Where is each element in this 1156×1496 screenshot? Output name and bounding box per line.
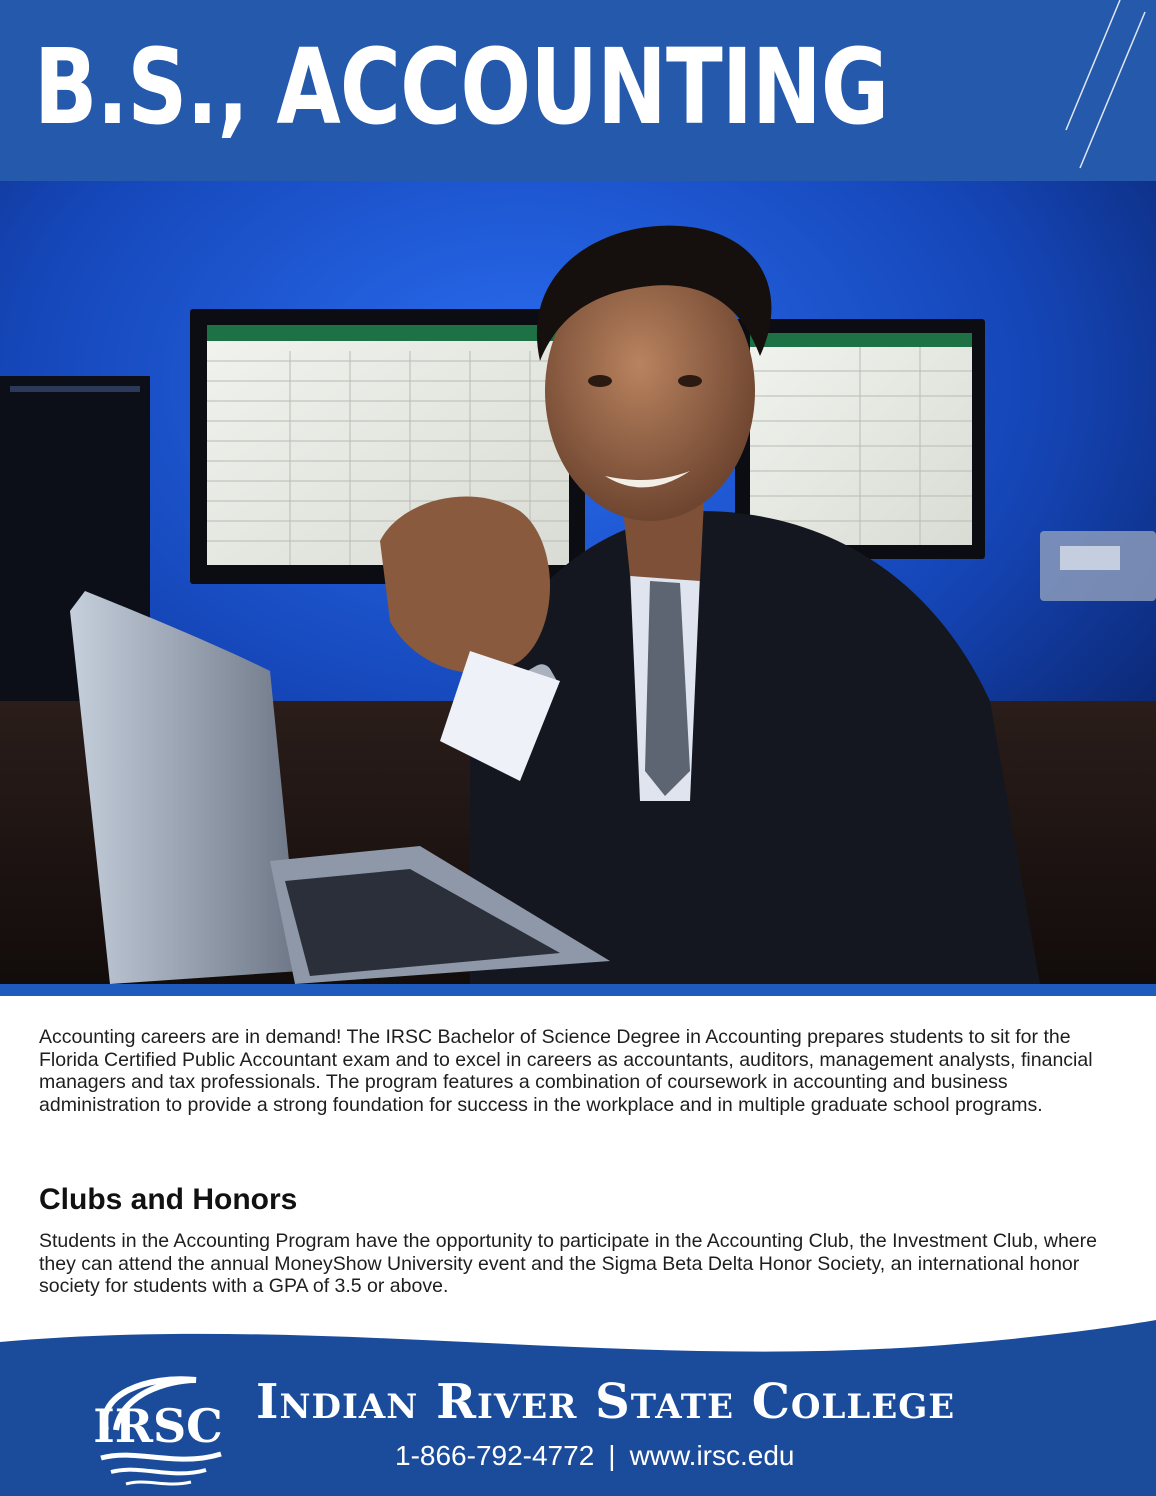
phone-link[interactable]: 1-866-792-4772	[395, 1440, 595, 1471]
page-header	[0, 0, 1156, 181]
clubs-paragraph: Students in the Accounting Program have the opportunity to participate in the Accounting Club, the Investment Club, where they can attend the annual MoneyShow University event and the Sigma Beta Delta Honor Society, an international honor society for students with a GPA of 3.5 or above.	[39, 1230, 1097, 1297]
spreadsheet-screen-right	[750, 333, 972, 545]
irsc-logo-icon	[86, 1370, 236, 1490]
logo-text: IRSC	[93, 1399, 223, 1453]
decorative-slash-lines	[1050, 0, 1156, 181]
student-at-desk-photo	[0, 181, 1156, 984]
contact-line	[395, 1438, 795, 1474]
footer	[0, 1320, 1156, 1496]
contact-separator: |	[608, 1440, 616, 1471]
website-link[interactable]: www.irsc.edu	[629, 1440, 795, 1471]
photo-accent-bar	[0, 984, 1156, 996]
college-name: Indian River State College	[256, 1374, 956, 1430]
hero-photo	[0, 181, 1156, 984]
clubs-heading: Clubs and Honors	[39, 1183, 298, 1216]
intro-paragraph: Accounting careers are in demand! The IRSC Bachelor of Science Degree in Accounting prepares students to sit for the Florida Certified Public Accountant exam and to excel in careers as accountants, auditors, management analysts, financial managers and tax professionals. The program features a combination of coursework in accounting and business administration to provide a strong foundation for success in the workplace and in multiple graduate school programs.	[39, 1026, 1093, 1116]
page-title: B.S., ACCOUNTING	[34, 26, 889, 148]
